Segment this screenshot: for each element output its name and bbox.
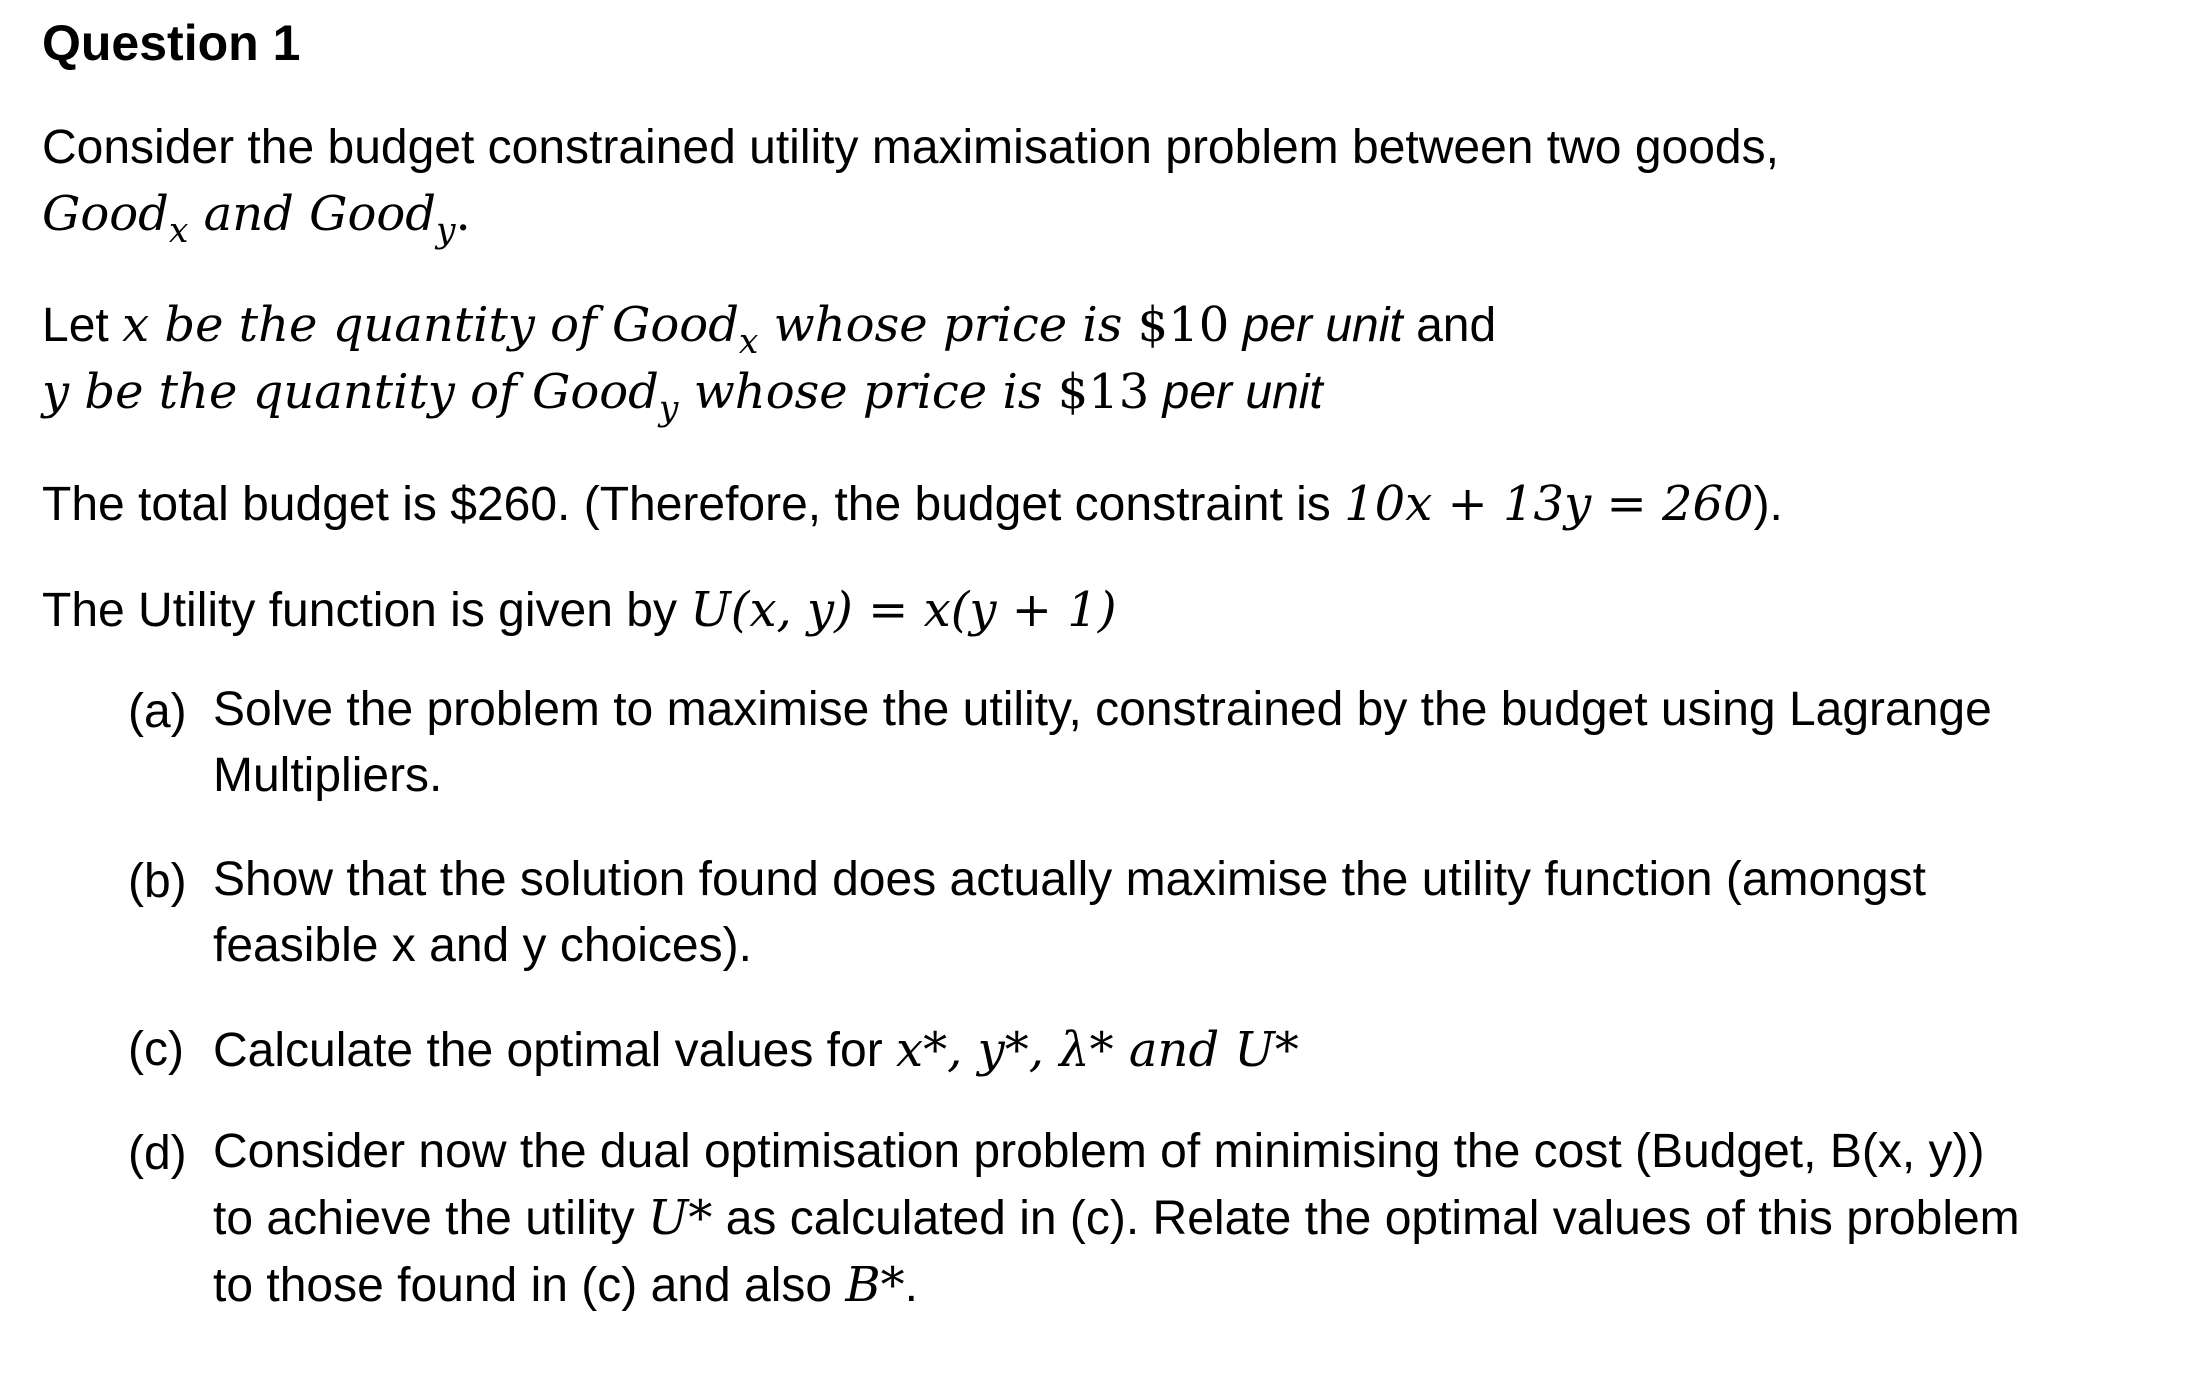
good-y-subscript: y (436, 211, 456, 252)
utility-equation: U(x, y) = x(y + 1) (690, 582, 1117, 638)
item-c-prefix: Calculate the optimal values for (213, 1024, 897, 1077)
good-x-word-2: Good (612, 297, 739, 353)
and-word: and (1402, 299, 1497, 352)
budget-close: ). (1753, 478, 1783, 531)
intro-line-2 (42, 186, 471, 252)
good-x-subscript-2: x (738, 322, 759, 363)
item-a-line-1: Solve the problem to maximise the utility, constrained by the budget using Lagrange (213, 683, 1992, 736)
good-y-subscript-2: y (658, 389, 679, 430)
item-b-line-1: Show that the solution found does actually maximise the utility function (amongst (213, 853, 1926, 906)
item-c-text (213, 1022, 1299, 1078)
price-x: $10 (1137, 297, 1230, 353)
item-d-line-2-pre: to achieve the utility (213, 1192, 648, 1245)
item-d-text (213, 1119, 2020, 1319)
item-c-label: (c) (128, 1023, 184, 1076)
item-d-line-3-pre: to those found in (c) and also (213, 1259, 846, 1312)
good-x-subscript: x (168, 211, 189, 252)
whose-price-x: whose price is (758, 297, 1138, 353)
item-d-label: (d) (128, 1127, 187, 1180)
item-b-text (213, 847, 1926, 979)
item-d-line-2-math: U* (647, 1190, 713, 1246)
good-y-word: Good (309, 186, 437, 242)
let-word: Let (42, 299, 123, 352)
per-unit-1: per unit (1229, 299, 1403, 352)
price-y: $13 (1057, 364, 1150, 420)
item-d-line-3-math: B* (845, 1257, 905, 1313)
intro-and: and (188, 186, 310, 242)
utility-text: The Utility function is given by (42, 584, 691, 637)
budget-text: The total budget is $260. (Therefore, the budget constraint is (42, 478, 1345, 531)
x-phrase: x be the quantity of (122, 297, 613, 353)
item-d-line-3-post: . (904, 1259, 919, 1312)
item-b-line-2: feasible x and y choices). (213, 919, 752, 972)
y-phrase: y be the quantity of (42, 364, 533, 420)
item-a-text (213, 677, 1992, 809)
let-line-2 (42, 364, 1323, 430)
item-d-line-2-post: as calculated in (c). Relate the optimal values of this problem (712, 1192, 2020, 1245)
item-d-line-3 (213, 1252, 2020, 1319)
good-y-word-2: Good (532, 364, 659, 420)
item-b-label: (b) (128, 855, 187, 908)
per-unit-2: per unit (1149, 366, 1323, 419)
question-title: Question 1 (42, 15, 301, 71)
intro-period: . (455, 186, 471, 242)
budget-equation: 10x + 13y = 260 (1344, 476, 1754, 532)
let-line-1 (42, 297, 1497, 363)
item-a-label: (a) (128, 685, 187, 738)
good-x-word: Good (42, 186, 169, 242)
utility-line (42, 582, 1117, 638)
item-a-line-2: Multipliers. (213, 749, 443, 802)
item-d-line-1: Consider now the dual optimisation problem of minimising the cost (Budget, B(x, y)) (213, 1125, 1985, 1178)
item-d-line-2 (213, 1185, 2020, 1252)
whose-price-y: whose price is (678, 364, 1058, 420)
budget-line (42, 476, 1783, 532)
intro-line-1: Consider the budget constrained utility maximisation problem between two goods, (42, 121, 1779, 174)
item-c-math: x*, y*, λ* and U* (896, 1022, 1299, 1078)
